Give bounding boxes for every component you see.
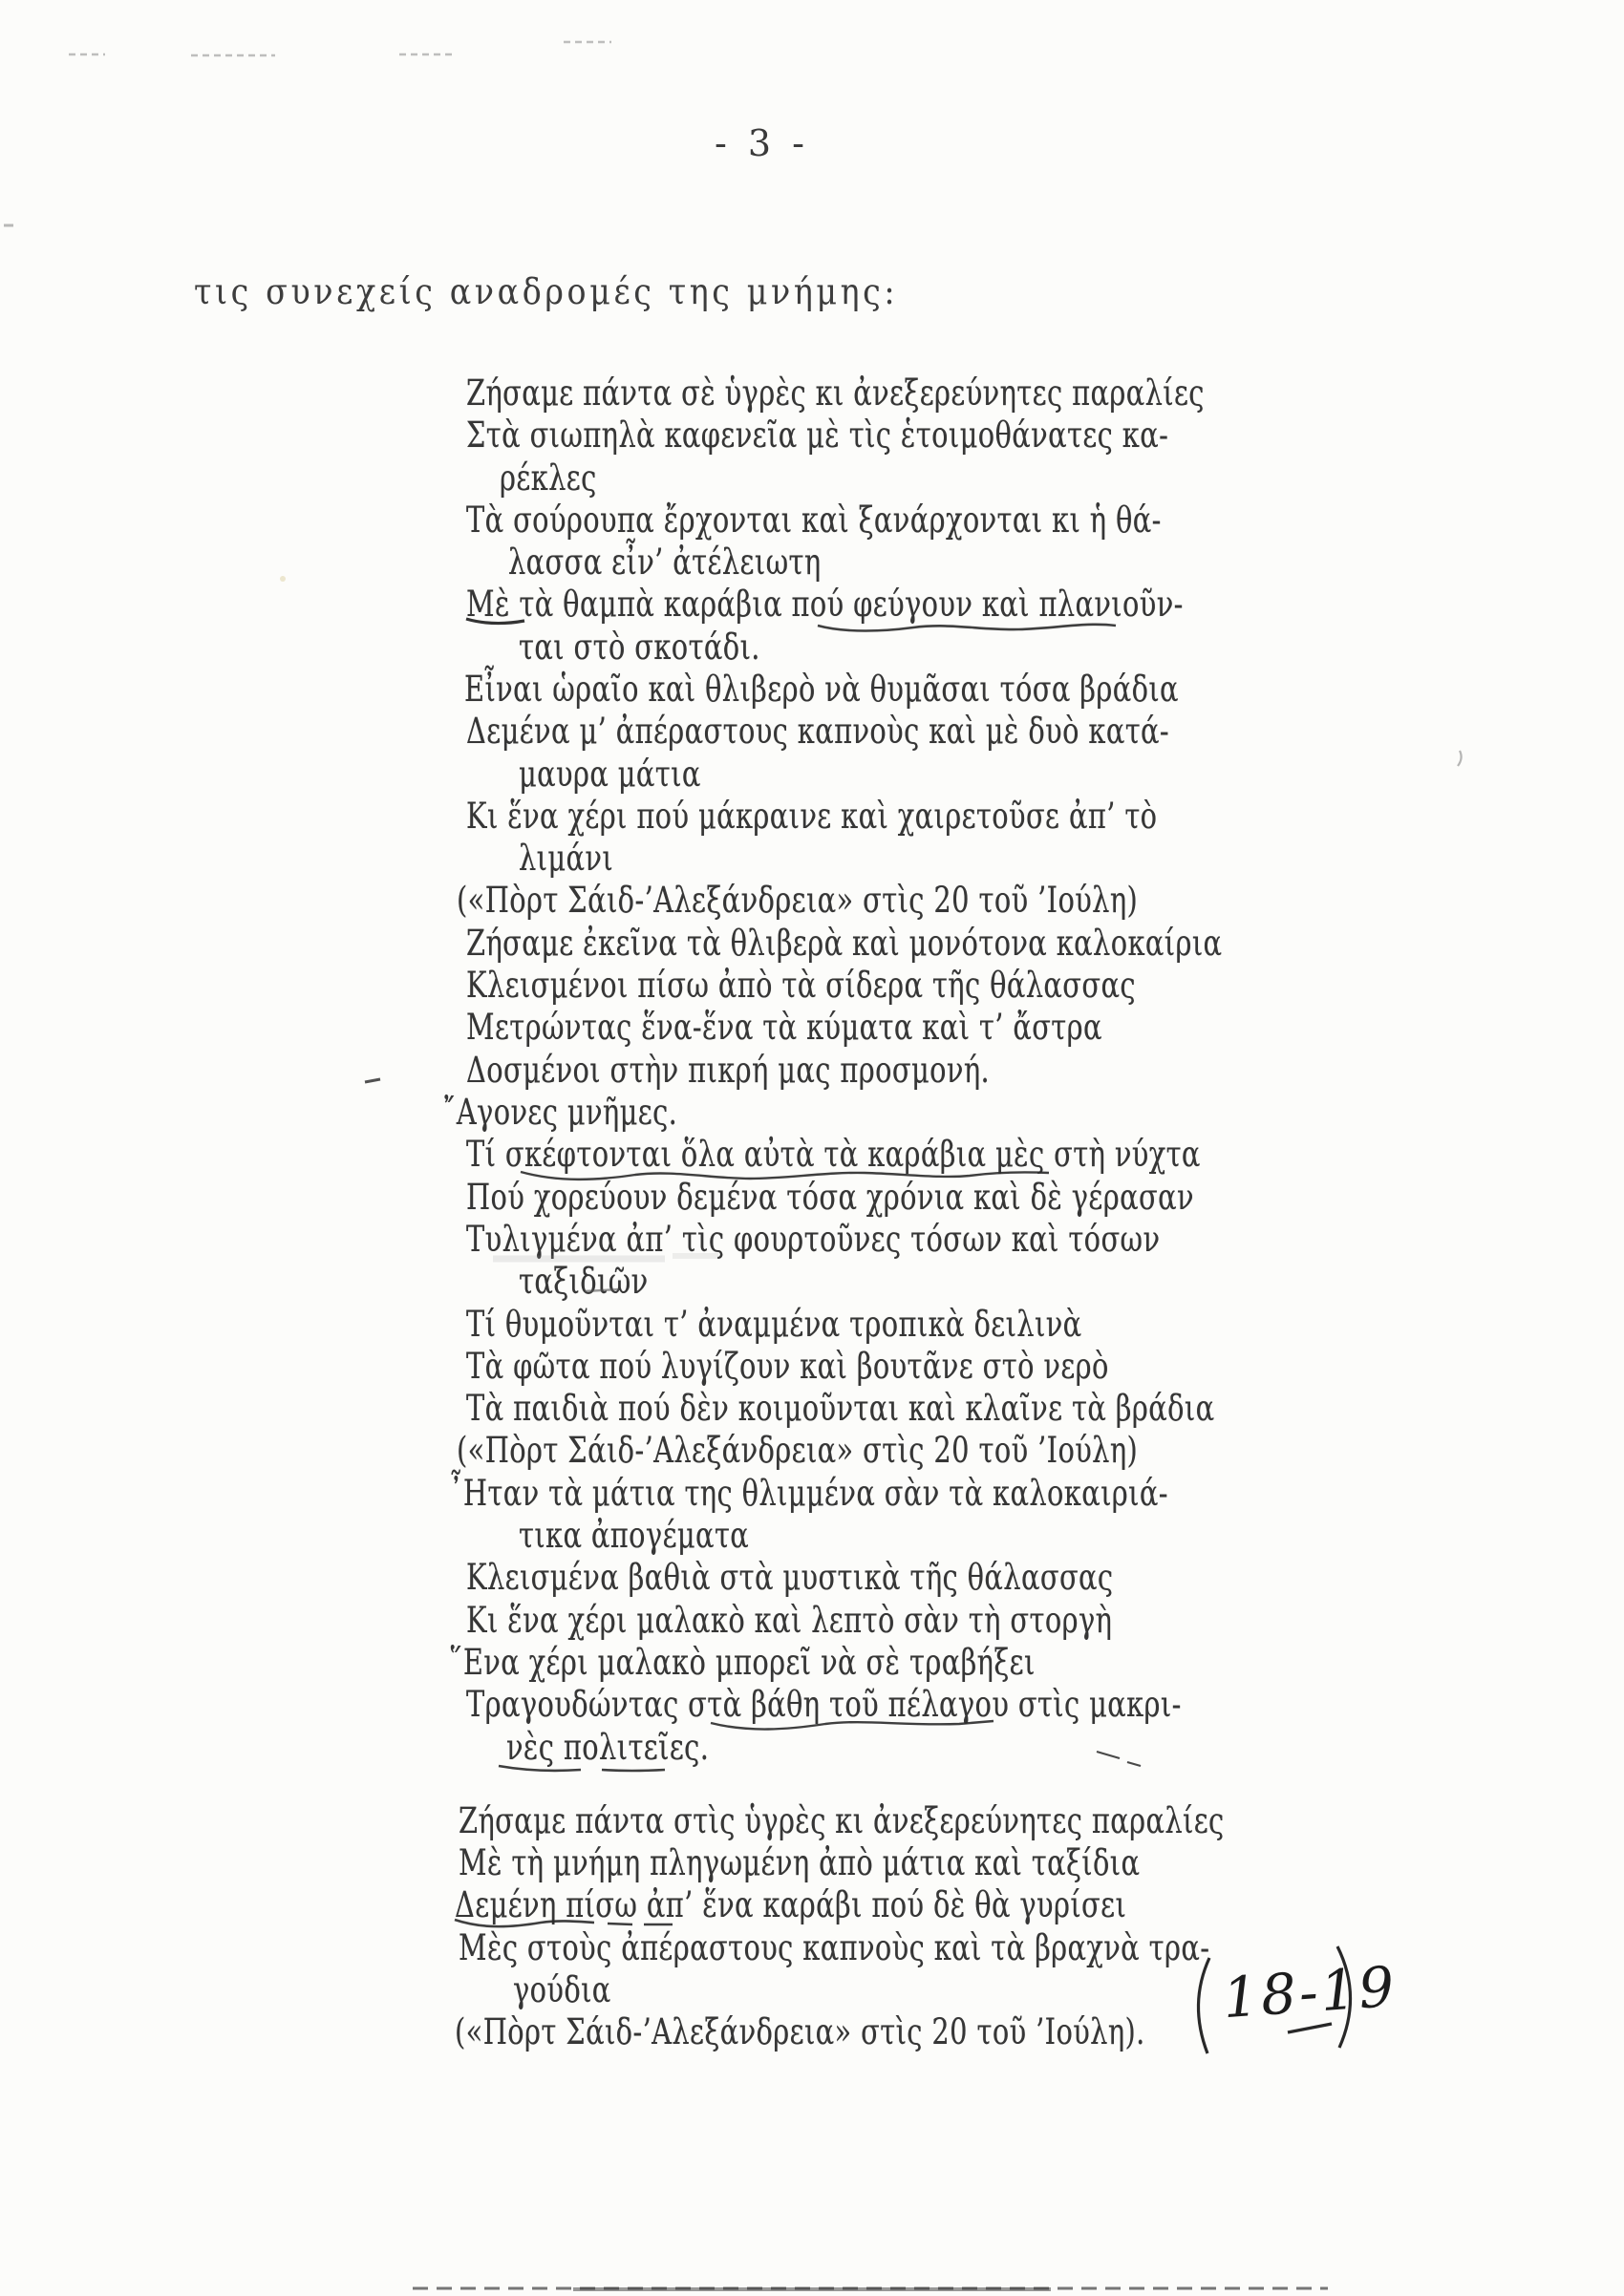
poem-line: Κλεισμένοι πίσω ἀπὸ τὰ σίδερα τῆς θάλασσας — [466, 965, 1136, 1006]
pen-margin-dash — [365, 1079, 380, 1082]
poem-line: λασσα εἶν’ ἀτέλειωτη — [508, 542, 822, 583]
poem-line: γούδια — [513, 1969, 611, 2010]
poem-line: Ζήσαμε πάντα σὲ ὑγρὲς κι ἀνεξερεύνητες παραλίες — [466, 372, 1205, 414]
poem-line: Τί σκέφτονται ὅλα αὐτὰ τὰ καράβια μὲς στὴ νύχτα — [466, 1134, 1201, 1175]
poem-line: Μὲ τὰ θαμπὰ καράβια πού φεύγουν καὶ πλανιοῦν- — [466, 584, 1184, 625]
poem-line: Τὰ σούρουπα ἔρχονται καὶ ξανάρχονται κι ἡ θά- — [466, 500, 1162, 541]
poem-line: Τραγουδώντας στὰ βάθη τοῦ πέλαγου στὶς μακρι- — [466, 1684, 1182, 1725]
poem-line: Δοσμένοι στὴν πικρή μας προσμονή. — [466, 1050, 991, 1091]
poem-line: Τυλιγμένα ἀπ’ τὶς φουρτοῦνες τόσων καὶ τόσων — [466, 1219, 1161, 1260]
poem-line: Μὲς στοὺς ἀπέραστους καπνοὺς καὶ τὰ βραχνὰ τρα- — [459, 1927, 1210, 1968]
pen-underline-fevgoun-planioun — [818, 625, 1116, 631]
poem-line: ταξιδιῶν — [519, 1261, 649, 1302]
poem-line: Μὲ τὴ μνήμη πληγωμένη ἀπὸ μάτια καὶ ταξίδια — [459, 1842, 1141, 1883]
poem-line: Ζήσαμε πάντα στὶς ὑγρὲς κι ἀνεξερεύνητες παραλίες — [459, 1800, 1225, 1841]
poem-line: ῎Αγονες μνῆμες. — [442, 1092, 678, 1133]
scan-artifact-top-dashes — [69, 42, 611, 55]
poem-line: («Πὸρτ Σάιδ-’Αλεξάνδρεια» στὶς 20 τοῦ ’Ιούλη) — [457, 1430, 1139, 1471]
scan-artifact-bottom-band — [413, 2288, 1328, 2289]
poem-line: Κλεισμένα βαθιὰ στὰ μυστικὰ τῆς θάλασσας — [466, 1557, 1114, 1598]
poem-line: Τὰ φῶτα πού λυγίζουν καὶ βουτᾶνε στὸ νερὸ — [466, 1346, 1109, 1387]
poem-line: ται στὸ σκοτάδι. — [519, 627, 760, 668]
poem-line: Ζήσαμε ἐκεῖνα τὰ θλιβερὰ καὶ μονότονα καλοκαίρια — [466, 923, 1223, 964]
poem-line: Κι ἕνα χέρι μαλακὸ καὶ λεπτὸ σὰν τὴ στοργὴ — [466, 1600, 1113, 1641]
poem-line: («Πὸρτ Σάιδ-’Αλεξάνδρεια» στὶς 20 τοῦ ’Ιούλη) — [457, 880, 1139, 921]
poem-line: Πού χορεύουν δεμένα τόσα χρόνια καὶ δὲ γέρασαν — [466, 1177, 1194, 1218]
scan-artifact-speck — [280, 576, 286, 582]
poem-line: ῞Ενα χέρι μαλακὸ μπορεῖ νὰ σὲ τραβήξει — [449, 1642, 1036, 1683]
page-number: - 3 - — [715, 122, 810, 164]
poem-line: Κι ἕνα χέρι πού μάκραινε καὶ χαιρετοῦσε ἀπ’ τὸ — [466, 796, 1158, 837]
poem-line: («Πὸρτ Σάιδ-’Αλεξάνδρεια» στὶς 20 τοῦ ’Ιούλη). — [455, 2011, 1145, 2052]
poem-line: Δεμένα μ’ ἀπέραστους καπνοὺς καὶ μὲ δυὸ κατά- — [466, 711, 1170, 752]
handwritten-page-reference: 18-19 — [1220, 1953, 1400, 2031]
poem-line: Τί θυμοῦνται τ’ ἀναμμένα τροπικὰ δειλινὰ — [466, 1304, 1082, 1345]
pen-ticks-right-margin — [1097, 1752, 1141, 1766]
poem-line: Τὰ παιδιὰ πού δὲν κοιμοῦνται καὶ κλαῖνε τὰ βράδια — [466, 1388, 1215, 1429]
poem-line: Στὰ σιωπηλὰ καφενεῖα μὲ τὶς ἑτοιμοθάνατες κα- — [466, 415, 1169, 456]
scan-artifact-right-tick — [1458, 751, 1462, 766]
poem-line: Εἶναι ὡραῖο καὶ θλιβερὸ νὰ θυμᾶσαι τόσα βράδια — [464, 669, 1179, 710]
poem-line: ῏Ηταν τὰ μάτια της θλιμμένα σὰν τὰ καλοκαιριά- — [449, 1473, 1168, 1514]
poem-line: μαυρα μάτια — [519, 754, 701, 795]
poem-line: λιμάνι — [519, 838, 614, 879]
poem-line: Μετρώντας ἕνα-ἕνα τὰ κύματα καὶ τ’ ἄστρα — [466, 1007, 1102, 1048]
poem-line: τικα ἀπογέματα — [519, 1515, 750, 1556]
poem-line: Δεμένη πίσω ἀπ’ ἕνα καράβι πού δὲ θὰ γυρίσει — [455, 1884, 1127, 1925]
poem-line: ρέκλες — [500, 457, 597, 499]
poem-line: νὲς πολιτεῖες. — [506, 1727, 710, 1768]
intro-line: τις συνεχείς αναδρομές της μνήμης: — [194, 271, 899, 312]
